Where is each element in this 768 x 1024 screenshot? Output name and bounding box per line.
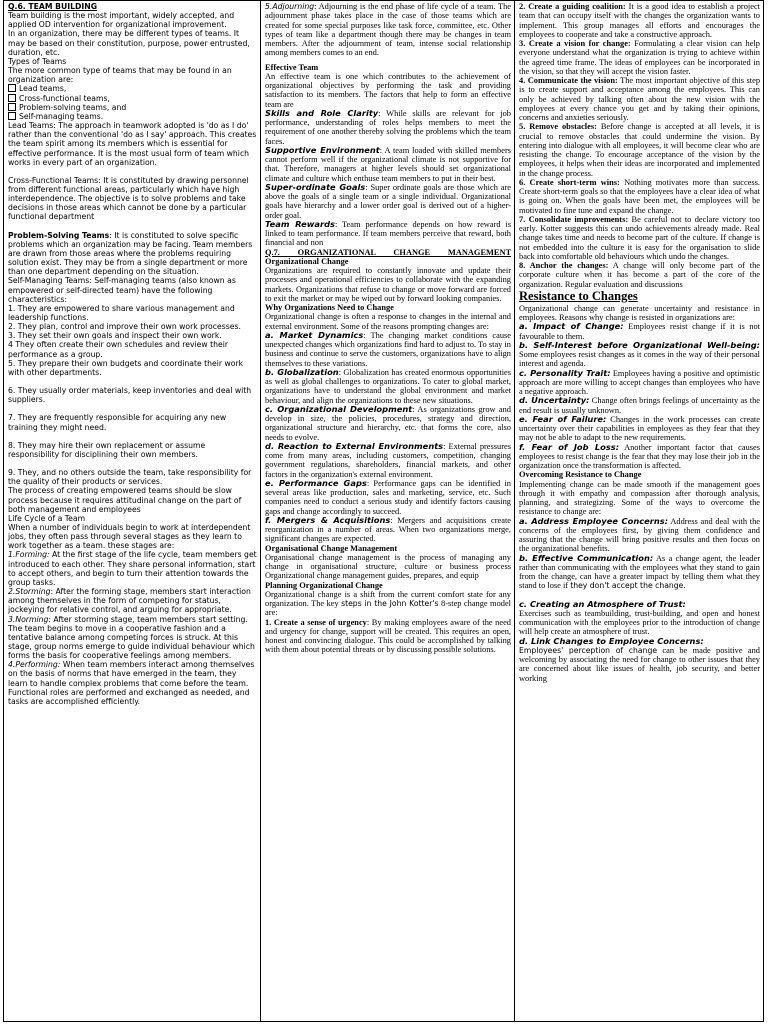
paragraph: Skills and Role Clarity: While skills are relevant for job performance, understanding of roles helps members to meet the requirement of one another thereby solving the problems which the team faces.: [265, 107, 511, 146]
paragraph: 5.Adjourning: Adjourning is the end phase of life cycle of a team. The adjournment phase takes place in the case of those teams which are created for some special purposes like task force, committee, etc. Other types of team like a department though there may be changes in team members. After the adjournment of team, intense social relationship among members comes to an end.: [265, 2, 511, 58]
subheading: Organisational Change Management: [265, 543, 398, 553]
paragraph: Super-ordinate Goals: Super ordinate goals are those which are above the goals of a single team or a single individual. Organizational goals have hierarchy and a lower order goal is derived out of a higher-order goal.: [265, 181, 512, 220]
column-middle: [260, 1, 514, 1021]
subheading: Types of Teams: [8, 56, 67, 66]
paragraph: 3. Create a vision for change: Formulating a clear vision can help everyone understand what the organization is trying to achieve within the agreed time frame. The ideas of employees can be incorporated in the vision, so that they will accept the vision faster.: [519, 39, 760, 76]
paragraph: d. Reaction to External Environments: External pressures come from many areas, including customers, competition, changing government regulations, shareholders, financial markets, and other factors in the organization's external environment.: [265, 440, 511, 479]
paragraph: Exercises such as teambuilding, trust-building, and open and honest communication with the employees prior to the introduction of change will help create an atmosphere of trust.: [519, 608, 760, 637]
paragraph: Organizational change is often a response to changes in the internal and external environment. Some of the reasons prompting changes are:: [265, 312, 511, 331]
paragraph: Employees' perception of change can be made positive and welcoming by associating the need for change to other issues that they are concerned about like issues of health, job security, and better working: [519, 645, 760, 683]
paragraph: 6. Create short-term wins: Nothing motivates more than success. Create short-term goals so that the employees have a clear idea of what is going on. When the goals have been met, the employees will be motivated to fine tune and expand the change.: [519, 177, 760, 215]
paragraph: An effective team is one which contributes to the achievement of organizational objectives by performing the task and providing satisfaction to its members. The factors that help to form an effective team are: [265, 71, 511, 109]
checkbox-glyph-icon: [8, 84, 16, 92]
paragraph: c. Organizational Development: As organizations grow and develop in size, the policies, procedures, strategy and direction, organizational structure and hierarchy, etc. that forms the core, also needs to evolve.: [265, 403, 511, 442]
paragraph: Cross-Functional Teams: It is constituted by drawing personnel from different functional areas, particularly which have high interdependence. The objective is to solve problems and take decisions in those areas which cannot be done by a particular functional department: [8, 175, 249, 222]
list-item: 6. They usually order materials, keep inventories and deal with suppliers.: [8, 386, 252, 405]
paragraph: Organizational change can generate uncertainty and resistance in employees. Reasons why change is resisted in organizations are:: [519, 303, 760, 322]
paragraph: Supportive Environment: A team loaded with skilled members cannot perform well if the organizational climate is not supportive for that. Therefore, managers at higher levels should set organizational climate and culture which enthuse team members to put in their best.: [265, 144, 511, 183]
paragraph: e. Fear of Failure: Changes in the work processes can create uncertainty over their capabilities in employees as they fear that they may not be able to adapt to the new requirements.: [519, 413, 760, 443]
paragraph: 2.Storming: After the forming stage, members start interaction among themselves in the form of competing for status, jockeying for relative control, and arguing for appropriate.: [8, 587, 251, 615]
paragraph: c. Personality Trait: Employees having a positive and optimistic approach are more willing to accept changes than employees who have a negative approach.: [519, 367, 760, 396]
list-item: Self-managing teams.: [8, 112, 257, 121]
subheading: Why Organizations Need to Change: [265, 303, 394, 312]
list-item: 5. They prepare their own budgets and coordinate their work with other departments.: [8, 358, 244, 377]
section-heading-resistance: Resistance to Changes: [519, 288, 638, 303]
checkbox-glyph-icon: [8, 112, 16, 120]
subheading: Planning Organizational Change: [265, 580, 383, 590]
column-left: [4, 1, 260, 1021]
paragraph: Organisational change management is the process of managing any change in organisational structure, culture or business process Organizational change management guides, prepares, and equip: [265, 552, 511, 581]
paragraph: b. Globalization: Globalization has created enormous opportunities as well as global challenges to organizations. To cater to global market, organizations have to understand the global environment and market behaviour, and align the organizations to these new situations.: [265, 366, 511, 405]
paragraph: Team building is the most important, widely accepted, and applied OD intervention for organizational improvement.: [8, 11, 235, 30]
paragraph: 4.Performing: When team members interact among themselves on the basis of norms that have emerged in the team, they learn to handle complex problems that come before the team. Functional roles are performed and exchanged as needed, and tasks are accomplished efficiently.: [8, 660, 255, 706]
paragraph: 2. Create a guiding coalition: It is a good idea to establish a project team that can occupy itself with the changes the organization wants to implement. This group manages all efforts and encourages the employees to cooperate and take a constructive approach.: [519, 2, 760, 39]
paragraph: 3.Norming: After storming stage, team members start setting. The team begins to move in a cooperative fashion and a tentative balance among competing forces is struck. At this stage, group norms emerge to guide individual behaviour which forms the basis for cooperative feelings among members.: [8, 614, 255, 661]
list-item: 4 They often create their own schedules and review their performance as a group.: [8, 340, 229, 359]
list-item: Cross-functional teams,: [8, 94, 257, 103]
document-page: [3, 0, 764, 1022]
subheading: Effective Team: [265, 62, 319, 72]
column-right: [514, 1, 763, 1021]
paragraph: b. Effective Communication: As a change agent, the leader rather than communicating with the employees what they stand to gain from the change, can have a greater impact by telling them what they stand to lose if they don't accept the change.: [519, 552, 760, 591]
paragraph: a. Market Dynamics: The changing market conditions cause unexpected changes which organizations find hard to adjust to. To stay in business and continue to serve the customers, organizations have to align themselves to these variations.: [265, 329, 511, 368]
paragraph: 7. Consolidate improvements: Be careful not to declare victory too early. Kotter suggests this can undo achievements already made. Real change takes time and needs to become part of the culture. If change is not embedded into the culture it is easy for the organisation to slide back into comfortable old behaviours which undo the changes.: [519, 214, 760, 261]
paragraph: a. Address Employee Concerns: Address and deal with the concerns of the employees first, by giving them confidence and assuring that the change will bring positive results and then focus on the organizational benefits.: [519, 515, 760, 554]
paragraph: Implementing change can be made smooth if the management goes through it with empathy and compassion after thorough analysis, planning, and strategizing. Some of the ways to overcome the resistance to change are:: [519, 479, 760, 517]
paragraph: a. Impact of Change: Employees resist change if it is not favourable to them.: [519, 321, 760, 341]
paragraph: Lead Teams: The approach in teamwork adopted is 'do as I do' rather than the conventional 'do as I say' approach. This creates the team spirit among its members which is essential for effective performance. It is the most usual form of team which works in every part of an organization.: [8, 121, 257, 167]
list-item: 8. They may hire their own replacement or assume responsibility for disciplining their own members.: [8, 440, 206, 459]
paragraph: Organizational change is a shift from the current comfort state for any organization. The key steps in the John Kotter's 8-step change model are:: [265, 589, 511, 618]
paragraph: 1.Forming: At the first stage of the life cycle, team members get introduced to each other. They share personal information, start to accept others, and begin to turn their attention towards the group tasks.: [8, 550, 257, 587]
subheading: c. Creating an Atmosphere of Trust:: [519, 598, 686, 609]
paragraph: 4. Communicate the vision: The most important objective of this step is to create support and acceptance among the employees. This can only be achieved by talking often about the new vision with the employees at every chance you get and by taking their opinions, concerns and anxieties seriously.: [519, 76, 761, 122]
subheading: Life Cycle of a Team: [8, 513, 86, 523]
paragraph: d. Uncertainty: Change often brings feelings of uncertainty as the end result is usually unknown.: [519, 395, 760, 415]
paragraph: Team Rewards: Team performance depends on how reward is linked to team performance. If team members perceive that reward, both financial and non: [265, 218, 511, 248]
list-item: 7. They are frequently responsible for acquiring any new training they might need.: [8, 413, 227, 432]
section-heading-change: Q.7. ORGANIZATIONAL CHANGE MANAGEMENT Organizational Change: [265, 247, 511, 266]
paragraph: 1. Create a sense of urgency: By making employees aware of the need and urgency for change, support will be created. This requires an open, honest and convincing dialogue. This could be accomplished by talking with them about potential threats or by discussing possible solutions.: [265, 617, 511, 655]
checkbox-glyph-icon: [8, 103, 16, 111]
list-item: 3. They set their own goals and inspect their own work.: [8, 331, 222, 341]
paragraph: 8. Anchor the changes: A change will only become part of the corporate culture when it has become a part of the core of the organization. Regular evaluation and discussions: [519, 261, 760, 289]
paragraph: Self-Managing Teams: Self-managing teams (also known as empowered or self-directed team) have the following characteristics:: [8, 276, 236, 304]
subheading: d. Link Changes to Employee Concerns:: [519, 635, 704, 646]
list-item: 1. They are empowered to share various management and leadership functions.: [8, 303, 235, 322]
paragraph: f. Mergers & Acquisitions: Mergers and acquisitions create reorganization in a number of areas. When two organizations merge, significant changes are expected.: [265, 514, 511, 544]
list-item: 9. They, and no others outside the team, take responsibility for the quality of their products or services.: [8, 468, 252, 487]
paragraph: e. Performance Gaps: Performance gaps can be identified in several areas like production, sales and marketing, service, etc. Such companies need to conduct a serious study and identify factors causing gaps and change accordingly to succeed.: [265, 477, 511, 516]
paragraph: f. Fear of Job Loss: Another important factor that causes employees to resist change is the fear that they may lose their job in the organization once the transformation is affected.: [519, 441, 760, 470]
paragraph: The more common type of teams that may be found in an organization are:: [8, 66, 232, 85]
section-heading-team-building: Q.6. TEAM BUILDING: [8, 2, 98, 11]
paragraph: Problem-Solving Teams: It is constituted to solve specific problems which an organization may be facing. Team members are drawn from those areas where the problems requiring solution exist. They may be from a single department or more than one department depending on the situation.: [8, 230, 253, 277]
paragraph: 5. Remove obstacles: Before change is accepted at all levels, it is crucial to remove obstacles that could undermine the vision. By entering into dialogue with all employees, it will become clear who are resisting the change. To encourage acceptance of the vision by the employees, it helps when their ideas are incorporated and implemented in the change process.: [519, 122, 760, 178]
list-item: Problem-solving teams, and: [8, 103, 257, 112]
subheading: Overcoming Resistance to Change: [519, 470, 642, 480]
paragraph: b. Self-Interest before Organizational Well-being: Some employees resist changes as it comes in the way of their personal interest and agenda.: [519, 339, 760, 369]
list-item: Lead teams,: [8, 84, 257, 93]
checkbox-glyph-icon: [8, 94, 16, 102]
paragraph: Organizations are required to constantly innovate and update their processes and operational efficiencies to collaborate with the expanding markets. Organizations that refuse to change or move forward are forced to exit the market or may be wiped out by forward looking companies.: [265, 266, 511, 303]
paragraph: In an organization, there may be different types of teams. It may be based on their constitution, purpose, power entrusted, duration, etc.: [8, 29, 250, 57]
paragraph: When a number of individuals begin to work at interdependent jobs, they often pass through several stages as they learn to work together as a team. these stages are:: [8, 522, 251, 551]
list-item: 2. They plan, control and improve their own work processes.: [8, 322, 241, 332]
paragraph: The process of creating empowered teams should be slow process because it requires attitudinal change on the part of both management and employees: [8, 486, 242, 514]
